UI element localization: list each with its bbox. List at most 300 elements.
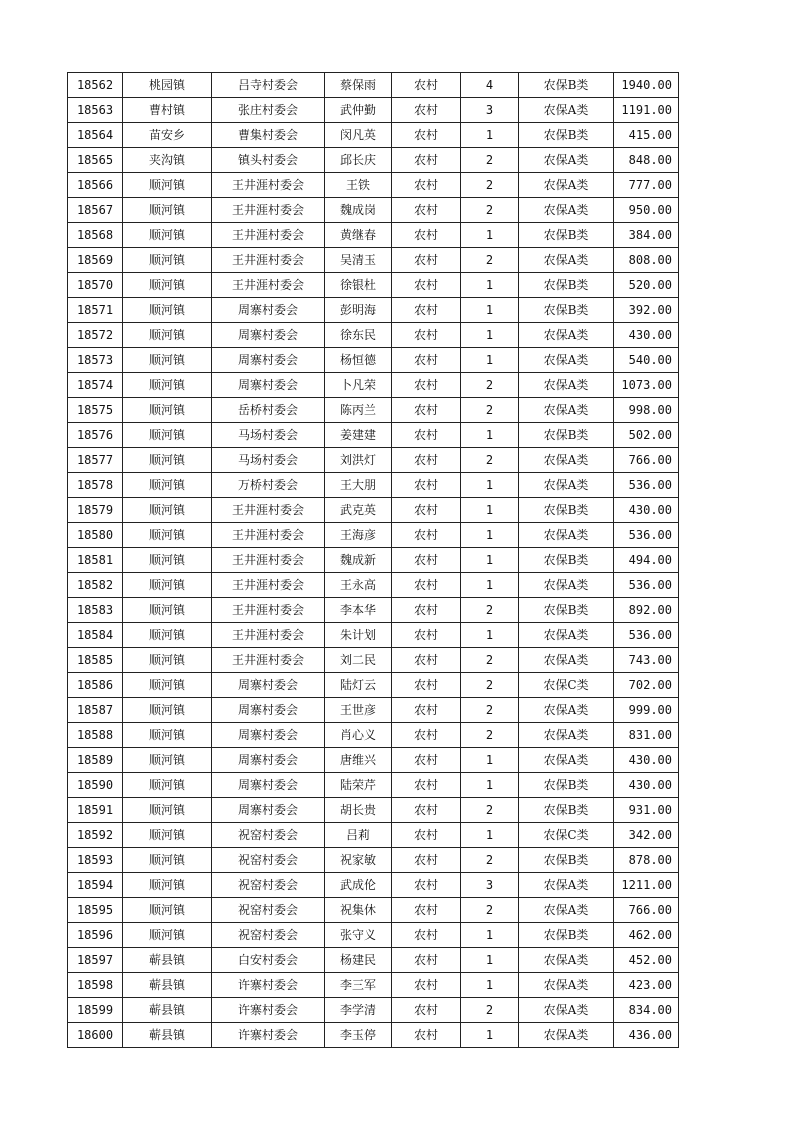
person-name-cell: 唐维兴	[325, 748, 392, 773]
row-number-cell: 18570	[68, 273, 123, 298]
table-row	[68, 923, 679, 948]
table-row	[68, 273, 679, 298]
person-name-cell: 杨恒德	[325, 348, 392, 373]
household-count-cell: 1	[461, 348, 519, 373]
household-count-cell: 2	[461, 448, 519, 473]
village-committee-cell: 祝窑村委会	[212, 923, 325, 948]
table-row	[68, 648, 679, 673]
amount-cell: 423.00	[614, 973, 679, 998]
household-count-cell: 2	[461, 673, 519, 698]
table-row	[68, 1023, 679, 1048]
household-count-cell: 1	[461, 323, 519, 348]
row-number-cell: 18591	[68, 798, 123, 823]
insurance-category-cell: 农保B类	[519, 798, 614, 823]
row-number-cell: 18588	[68, 723, 123, 748]
village-committee-cell: 周寨村委会	[212, 373, 325, 398]
village-committee-cell: 王井涯村委会	[212, 598, 325, 623]
area-type-cell: 农村	[392, 523, 461, 548]
person-name-cell: 黄继春	[325, 223, 392, 248]
town-cell: 顺河镇	[123, 923, 212, 948]
amount-cell: 808.00	[614, 248, 679, 273]
area-type-cell: 农村	[392, 298, 461, 323]
amount-cell: 766.00	[614, 898, 679, 923]
village-committee-cell: 万桥村委会	[212, 473, 325, 498]
household-count-cell: 1	[461, 573, 519, 598]
area-type-cell: 农村	[392, 173, 461, 198]
amount-cell: 743.00	[614, 648, 679, 673]
area-type-cell: 农村	[392, 698, 461, 723]
town-cell: 顺河镇	[123, 273, 212, 298]
amount-cell: 702.00	[614, 673, 679, 698]
person-name-cell: 祝家敏	[325, 848, 392, 873]
area-type-cell: 农村	[392, 273, 461, 298]
insurance-category-cell: 农保B类	[519, 923, 614, 948]
area-type-cell: 农村	[392, 848, 461, 873]
insurance-category-cell: 农保C类	[519, 823, 614, 848]
table-row	[68, 798, 679, 823]
household-count-cell: 1	[461, 923, 519, 948]
table-row	[68, 973, 679, 998]
town-cell: 顺河镇	[123, 898, 212, 923]
amount-cell: 1940.00	[614, 73, 679, 98]
person-name-cell: 张守义	[325, 923, 392, 948]
row-number-cell: 18600	[68, 1023, 123, 1048]
insurance-category-cell: 农保A类	[519, 948, 614, 973]
area-type-cell: 农村	[392, 323, 461, 348]
person-name-cell: 陆灯云	[325, 673, 392, 698]
insurance-category-cell: 农保A类	[519, 723, 614, 748]
town-cell: 顺河镇	[123, 223, 212, 248]
village-committee-cell: 周寨村委会	[212, 323, 325, 348]
village-committee-cell: 王井涯村委会	[212, 523, 325, 548]
table-row	[68, 998, 679, 1023]
village-committee-cell: 王井涯村委会	[212, 248, 325, 273]
insurance-category-cell: 农保B类	[519, 298, 614, 323]
table-row	[68, 873, 679, 898]
town-cell: 苗安乡	[123, 123, 212, 148]
amount-cell: 998.00	[614, 398, 679, 423]
amount-cell: 536.00	[614, 523, 679, 548]
household-count-cell: 1	[461, 223, 519, 248]
household-count-cell: 1	[461, 423, 519, 448]
town-cell: 顺河镇	[123, 873, 212, 898]
insurance-category-cell: 农保B类	[519, 598, 614, 623]
town-cell: 顺河镇	[123, 398, 212, 423]
household-count-cell: 2	[461, 248, 519, 273]
row-number-cell: 18587	[68, 698, 123, 723]
household-count-cell: 1	[461, 773, 519, 798]
amount-cell: 540.00	[614, 348, 679, 373]
area-type-cell: 农村	[392, 73, 461, 98]
town-cell: 蕲县镇	[123, 998, 212, 1023]
row-number-cell: 18577	[68, 448, 123, 473]
area-type-cell: 农村	[392, 673, 461, 698]
table-row	[68, 898, 679, 923]
person-name-cell: 刘洪灯	[325, 448, 392, 473]
village-committee-cell: 王井涯村委会	[212, 623, 325, 648]
row-number-cell: 18564	[68, 123, 123, 148]
amount-cell: 536.00	[614, 573, 679, 598]
amount-cell: 892.00	[614, 598, 679, 623]
row-number-cell: 18581	[68, 548, 123, 573]
person-name-cell: 陈丙兰	[325, 398, 392, 423]
amount-cell: 766.00	[614, 448, 679, 473]
row-number-cell: 18569	[68, 248, 123, 273]
insurance-category-cell: 农保B类	[519, 223, 614, 248]
household-count-cell: 2	[461, 723, 519, 748]
village-committee-cell: 白安村委会	[212, 948, 325, 973]
table-row	[68, 523, 679, 548]
insurance-category-cell: 农保A类	[519, 973, 614, 998]
table-row	[68, 223, 679, 248]
insurance-category-cell: 农保C类	[519, 673, 614, 698]
amount-cell: 430.00	[614, 323, 679, 348]
row-number-cell: 18579	[68, 498, 123, 523]
insurance-category-cell: 农保A类	[519, 448, 614, 473]
town-cell: 顺河镇	[123, 773, 212, 798]
village-committee-cell: 马场村委会	[212, 423, 325, 448]
area-type-cell: 农村	[392, 423, 461, 448]
insurance-category-cell: 农保B类	[519, 423, 614, 448]
insurance-category-cell: 农保B类	[519, 73, 614, 98]
area-type-cell: 农村	[392, 548, 461, 573]
area-type-cell: 农村	[392, 148, 461, 173]
area-type-cell: 农村	[392, 448, 461, 473]
table-row	[68, 448, 679, 473]
row-number-cell: 18574	[68, 373, 123, 398]
town-cell: 顺河镇	[123, 748, 212, 773]
town-cell: 顺河镇	[123, 573, 212, 598]
table-row	[68, 73, 679, 98]
household-count-cell: 2	[461, 798, 519, 823]
amount-cell: 342.00	[614, 823, 679, 848]
insurance-category-cell: 农保A类	[519, 173, 614, 198]
area-type-cell: 农村	[392, 223, 461, 248]
insurance-category-cell: 农保B类	[519, 498, 614, 523]
household-count-cell: 2	[461, 698, 519, 723]
household-count-cell: 1	[461, 623, 519, 648]
row-number-cell: 18593	[68, 848, 123, 873]
row-number-cell: 18585	[68, 648, 123, 673]
table-row	[68, 248, 679, 273]
village-committee-cell: 周寨村委会	[212, 348, 325, 373]
household-count-cell: 1	[461, 498, 519, 523]
insurance-category-cell: 农保A类	[519, 648, 614, 673]
town-cell: 顺河镇	[123, 323, 212, 348]
insurance-category-cell: 农保A类	[519, 698, 614, 723]
insurance-category-cell: 农保A类	[519, 998, 614, 1023]
row-number-cell: 18566	[68, 173, 123, 198]
amount-cell: 848.00	[614, 148, 679, 173]
village-committee-cell: 许寨村委会	[212, 973, 325, 998]
village-committee-cell: 周寨村委会	[212, 748, 325, 773]
area-type-cell: 农村	[392, 648, 461, 673]
town-cell: 顺河镇	[123, 598, 212, 623]
row-number-cell: 18580	[68, 523, 123, 548]
village-committee-cell: 镇头村委会	[212, 148, 325, 173]
town-cell: 顺河镇	[123, 723, 212, 748]
area-type-cell: 农村	[392, 798, 461, 823]
area-type-cell: 农村	[392, 923, 461, 948]
person-name-cell: 王铁	[325, 173, 392, 198]
area-type-cell: 农村	[392, 498, 461, 523]
household-count-cell: 3	[461, 98, 519, 123]
insurance-category-cell: 农保B类	[519, 273, 614, 298]
row-number-cell: 18584	[68, 623, 123, 648]
row-number-cell: 18568	[68, 223, 123, 248]
insurance-category-cell: 农保A类	[519, 623, 614, 648]
village-committee-cell: 周寨村委会	[212, 798, 325, 823]
area-type-cell: 农村	[392, 348, 461, 373]
table-row	[68, 473, 679, 498]
row-number-cell: 18592	[68, 823, 123, 848]
town-cell: 曹村镇	[123, 98, 212, 123]
table-row	[68, 773, 679, 798]
household-count-cell: 4	[461, 73, 519, 98]
amount-cell: 462.00	[614, 923, 679, 948]
village-committee-cell: 周寨村委会	[212, 773, 325, 798]
village-committee-cell: 王井涯村委会	[212, 273, 325, 298]
town-cell: 顺河镇	[123, 523, 212, 548]
row-number-cell: 18563	[68, 98, 123, 123]
row-number-cell: 18567	[68, 198, 123, 223]
person-name-cell: 刘二民	[325, 648, 392, 673]
household-count-cell: 2	[461, 198, 519, 223]
household-count-cell: 2	[461, 373, 519, 398]
insurance-category-cell: 农保A类	[519, 248, 614, 273]
insurance-category-cell: 农保A类	[519, 398, 614, 423]
row-number-cell: 18589	[68, 748, 123, 773]
amount-cell: 931.00	[614, 798, 679, 823]
area-type-cell: 农村	[392, 198, 461, 223]
amount-cell: 1211.00	[614, 873, 679, 898]
household-count-cell: 1	[461, 273, 519, 298]
town-cell: 顺河镇	[123, 823, 212, 848]
household-count-cell: 1	[461, 298, 519, 323]
village-committee-cell: 祝窑村委会	[212, 873, 325, 898]
person-name-cell: 李本华	[325, 598, 392, 623]
table-row	[68, 848, 679, 873]
amount-cell: 415.00	[614, 123, 679, 148]
household-count-cell: 1	[461, 948, 519, 973]
row-number-cell: 18576	[68, 423, 123, 448]
person-name-cell: 魏成新	[325, 548, 392, 573]
town-cell: 顺河镇	[123, 623, 212, 648]
insurance-category-cell: 农保A类	[519, 748, 614, 773]
area-type-cell: 农村	[392, 898, 461, 923]
amount-cell: 430.00	[614, 748, 679, 773]
insurance-category-cell: 农保A类	[519, 1023, 614, 1048]
town-cell: 顺河镇	[123, 448, 212, 473]
person-name-cell: 王大朋	[325, 473, 392, 498]
person-name-cell: 武成伦	[325, 873, 392, 898]
village-committee-cell: 王井涯村委会	[212, 498, 325, 523]
amount-cell: 1191.00	[614, 98, 679, 123]
row-number-cell: 18598	[68, 973, 123, 998]
insurance-category-cell: 农保B类	[519, 848, 614, 873]
person-name-cell: 杨建民	[325, 948, 392, 973]
household-count-cell: 1	[461, 1023, 519, 1048]
area-type-cell: 农村	[392, 873, 461, 898]
town-cell: 蕲县镇	[123, 948, 212, 973]
insurance-category-cell: 农保B类	[519, 548, 614, 573]
person-name-cell: 蔡保雨	[325, 73, 392, 98]
household-count-cell: 2	[461, 898, 519, 923]
person-name-cell: 徐东民	[325, 323, 392, 348]
village-committee-cell: 周寨村委会	[212, 673, 325, 698]
person-name-cell: 李三军	[325, 973, 392, 998]
village-committee-cell: 王井涯村委会	[212, 223, 325, 248]
person-name-cell: 魏成岗	[325, 198, 392, 223]
insurance-category-cell: 农保A类	[519, 373, 614, 398]
table-row	[68, 623, 679, 648]
row-number-cell: 18575	[68, 398, 123, 423]
town-cell: 顺河镇	[123, 248, 212, 273]
row-number-cell: 18565	[68, 148, 123, 173]
row-number-cell: 18595	[68, 898, 123, 923]
village-committee-cell: 岳桥村委会	[212, 398, 325, 423]
table-row	[68, 698, 679, 723]
insurance-category-cell: 农保A类	[519, 148, 614, 173]
amount-cell: 950.00	[614, 198, 679, 223]
amount-cell: 834.00	[614, 998, 679, 1023]
area-type-cell: 农村	[392, 948, 461, 973]
amount-cell: 520.00	[614, 273, 679, 298]
village-committee-cell: 王井涯村委会	[212, 648, 325, 673]
area-type-cell: 农村	[392, 123, 461, 148]
household-count-cell: 1	[461, 548, 519, 573]
household-count-cell: 2	[461, 598, 519, 623]
household-count-cell: 3	[461, 873, 519, 898]
table-row	[68, 198, 679, 223]
area-type-cell: 农村	[392, 723, 461, 748]
row-number-cell: 18583	[68, 598, 123, 623]
person-name-cell: 肖心义	[325, 723, 392, 748]
town-cell: 顺河镇	[123, 498, 212, 523]
insurance-category-cell: 农保B类	[519, 773, 614, 798]
household-count-cell: 2	[461, 148, 519, 173]
household-count-cell: 1	[461, 473, 519, 498]
amount-cell: 536.00	[614, 473, 679, 498]
row-number-cell: 18578	[68, 473, 123, 498]
insurance-category-cell: 农保A类	[519, 348, 614, 373]
row-number-cell: 18571	[68, 298, 123, 323]
person-name-cell: 王海彦	[325, 523, 392, 548]
row-number-cell: 18597	[68, 948, 123, 973]
insurance-category-cell: 农保A类	[519, 98, 614, 123]
town-cell: 顺河镇	[123, 173, 212, 198]
area-type-cell: 农村	[392, 98, 461, 123]
table-row	[68, 948, 679, 973]
household-count-cell: 1	[461, 973, 519, 998]
table-row	[68, 98, 679, 123]
household-count-cell: 2	[461, 648, 519, 673]
table-row	[68, 573, 679, 598]
town-cell: 顺河镇	[123, 798, 212, 823]
area-type-cell: 农村	[392, 598, 461, 623]
amount-cell: 777.00	[614, 173, 679, 198]
table-row	[68, 173, 679, 198]
person-name-cell: 胡长贵	[325, 798, 392, 823]
town-cell: 顺河镇	[123, 673, 212, 698]
town-cell: 顺河镇	[123, 698, 212, 723]
row-number-cell: 18573	[68, 348, 123, 373]
table-row	[68, 748, 679, 773]
row-number-cell: 18599	[68, 998, 123, 1023]
town-cell: 顺河镇	[123, 848, 212, 873]
household-count-cell: 1	[461, 123, 519, 148]
table-row	[68, 123, 679, 148]
amount-cell: 452.00	[614, 948, 679, 973]
area-type-cell: 农村	[392, 773, 461, 798]
village-committee-cell: 许寨村委会	[212, 1023, 325, 1048]
person-name-cell: 吴清玉	[325, 248, 392, 273]
village-committee-cell: 吕寺村委会	[212, 73, 325, 98]
insurance-category-cell: 农保A类	[519, 323, 614, 348]
table-row	[68, 373, 679, 398]
insurance-category-cell: 农保A类	[519, 523, 614, 548]
village-committee-cell: 王井涯村委会	[212, 548, 325, 573]
area-type-cell: 农村	[392, 823, 461, 848]
person-name-cell: 吕莉	[325, 823, 392, 848]
household-count-cell: 2	[461, 848, 519, 873]
amount-cell: 831.00	[614, 723, 679, 748]
village-committee-cell: 王井涯村委会	[212, 573, 325, 598]
insurance-category-cell: 农保A类	[519, 573, 614, 598]
insurance-category-cell: 农保B类	[519, 123, 614, 148]
village-committee-cell: 张庄村委会	[212, 98, 325, 123]
person-name-cell: 祝集休	[325, 898, 392, 923]
area-type-cell: 农村	[392, 248, 461, 273]
amount-cell: 392.00	[614, 298, 679, 323]
village-committee-cell: 周寨村委会	[212, 298, 325, 323]
household-count-cell: 2	[461, 173, 519, 198]
area-type-cell: 农村	[392, 623, 461, 648]
town-cell: 顺河镇	[123, 548, 212, 573]
person-name-cell: 徐银杜	[325, 273, 392, 298]
amount-cell: 999.00	[614, 698, 679, 723]
table-body	[68, 73, 679, 1048]
amount-cell: 878.00	[614, 848, 679, 873]
amount-cell: 494.00	[614, 548, 679, 573]
household-count-cell: 1	[461, 523, 519, 548]
amount-cell: 384.00	[614, 223, 679, 248]
village-committee-cell: 马场村委会	[212, 448, 325, 473]
household-count-cell: 1	[461, 823, 519, 848]
data-table	[67, 72, 679, 1048]
area-type-cell: 农村	[392, 973, 461, 998]
area-type-cell: 农村	[392, 998, 461, 1023]
town-cell: 蕲县镇	[123, 973, 212, 998]
person-name-cell: 彭明海	[325, 298, 392, 323]
insurance-category-cell: 农保A类	[519, 198, 614, 223]
insurance-category-cell: 农保A类	[519, 898, 614, 923]
table-row	[68, 823, 679, 848]
amount-cell: 536.00	[614, 623, 679, 648]
row-number-cell: 18590	[68, 773, 123, 798]
table-row	[68, 498, 679, 523]
table-row	[68, 148, 679, 173]
village-committee-cell: 祝窑村委会	[212, 823, 325, 848]
area-type-cell: 农村	[392, 473, 461, 498]
insurance-category-cell: 农保A类	[519, 473, 614, 498]
household-count-cell: 1	[461, 748, 519, 773]
person-name-cell: 王永高	[325, 573, 392, 598]
row-number-cell: 18582	[68, 573, 123, 598]
person-name-cell: 李玉停	[325, 1023, 392, 1048]
town-cell: 顺河镇	[123, 298, 212, 323]
row-number-cell: 18594	[68, 873, 123, 898]
